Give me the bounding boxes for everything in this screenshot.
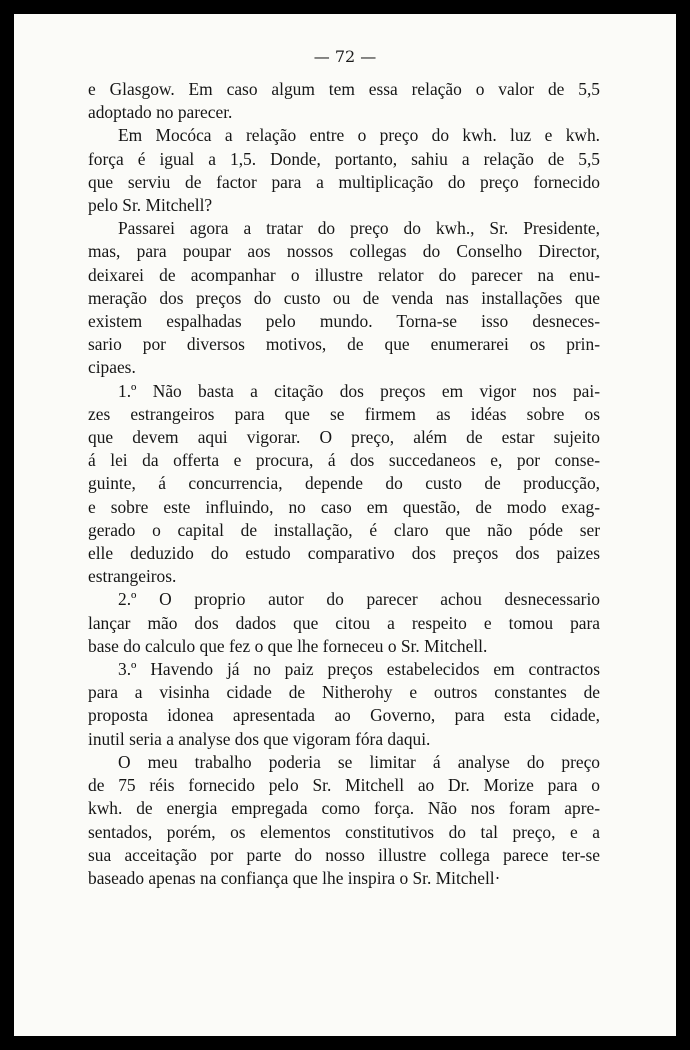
text-line: para a visinha cidade de Nitherohy e outros constantes de: [88, 682, 600, 703]
paragraph: [88, 658, 600, 751]
text-line: pelo Sr. Mitchell?: [88, 195, 213, 216]
text-line: guinte, á concurrencia, depende do custo de producção,: [88, 473, 600, 494]
book-page: [14, 14, 676, 1036]
text-line: zes estrangeiros para que se firmem as idéas sobre os: [88, 403, 600, 424]
text-line: que serviu de factor para a multiplicação do preço fornecido: [88, 171, 600, 192]
text-line: e Glasgow. Em caso algum tem essa relação o valor de 5,5: [88, 79, 600, 99]
text-line: sario por diversos motivos, de que enumerarei os prin-: [88, 334, 600, 355]
text-line: gerado o capital de installação, é claro que não póde ser: [88, 519, 600, 540]
text-line: O meu trabalho poderia se limitar á analyse do preço: [118, 751, 600, 772]
text-line: adoptado no parecer.: [88, 102, 233, 123]
paragraph: [88, 124, 600, 217]
text-line: meração dos preços do custo ou de venda nas installações que: [88, 287, 600, 308]
text-line: lançar mão dos dados que citou a respeito e tomou para: [88, 612, 600, 633]
text-line: kwh. de energia empregada como força. Não nos foram apre-: [88, 798, 600, 819]
body-text: [88, 78, 600, 890]
text-line: e sobre este influindo, no caso em questão, de modo exag-: [88, 496, 600, 517]
text-line: proposta idonea apresentada ao Governo, para esta cidade,: [88, 705, 600, 726]
text-line: estrangeiros.: [88, 566, 177, 587]
text-line: sentados, porém, os elementos constitutivos do tal preço, e a: [88, 821, 600, 842]
text-line: existem espalhadas pelo mundo. Torna-se isso desneces-: [88, 311, 600, 332]
text-line: inutil seria a analyse dos que vigoram fóra daqui.: [88, 728, 431, 749]
text-line: Passarei agora a tratar do preço do kwh., Sr. Presidente,: [118, 218, 600, 239]
text-line: á lei da offerta e procura, á dos succedaneos e, por conse-: [88, 450, 600, 471]
text-line: 1.º Não basta a citação dos preços em vigor nos pai-: [118, 380, 600, 401]
text-line: força é igual a 1,5. Donde, portanto, sahiu a relação de 5,5: [88, 148, 600, 169]
page-number: — 72 —: [313, 47, 377, 66]
text-line: de 75 réis fornecido pelo Sr. Mitchell ao Dr. Morize para o: [88, 775, 600, 796]
text-line: mas, para poupar aos nossos collegas do Conselho Director,: [88, 241, 600, 262]
text-line: sua acceitação por parte do nosso illustre collega parece ter-se: [88, 844, 600, 865]
paragraph: [88, 380, 600, 589]
paragraph: [88, 217, 600, 379]
paragraph: [88, 78, 600, 124]
text-line: Em Mocóca a relação entre o preço do kwh. luz e kwh.: [118, 125, 600, 146]
text-line: 3.º Havendo já no paiz preços estabelecidos em contractos: [118, 659, 600, 680]
paragraph: [88, 751, 600, 890]
text-line: elle deduzido do estudo comparativo dos preços dos paizes: [88, 543, 600, 564]
text-line: 2.º O proprio autor do parecer achou desnecessario: [118, 589, 600, 610]
text-line: deixarei de acompanhar o illustre relator do parecer na enu-: [88, 264, 600, 285]
text-line: base do calculo que fez o que lhe forneceu o Sr. Mitchell.: [88, 635, 488, 656]
text-line: cipaes.: [88, 357, 136, 378]
text-line: que devem aqui vigorar. O preço, além de estar sujeito: [88, 427, 600, 448]
paragraph: [88, 588, 600, 658]
text-line: baseado apenas na confiança que lhe inspira o Sr. Mitchell·: [88, 867, 501, 888]
